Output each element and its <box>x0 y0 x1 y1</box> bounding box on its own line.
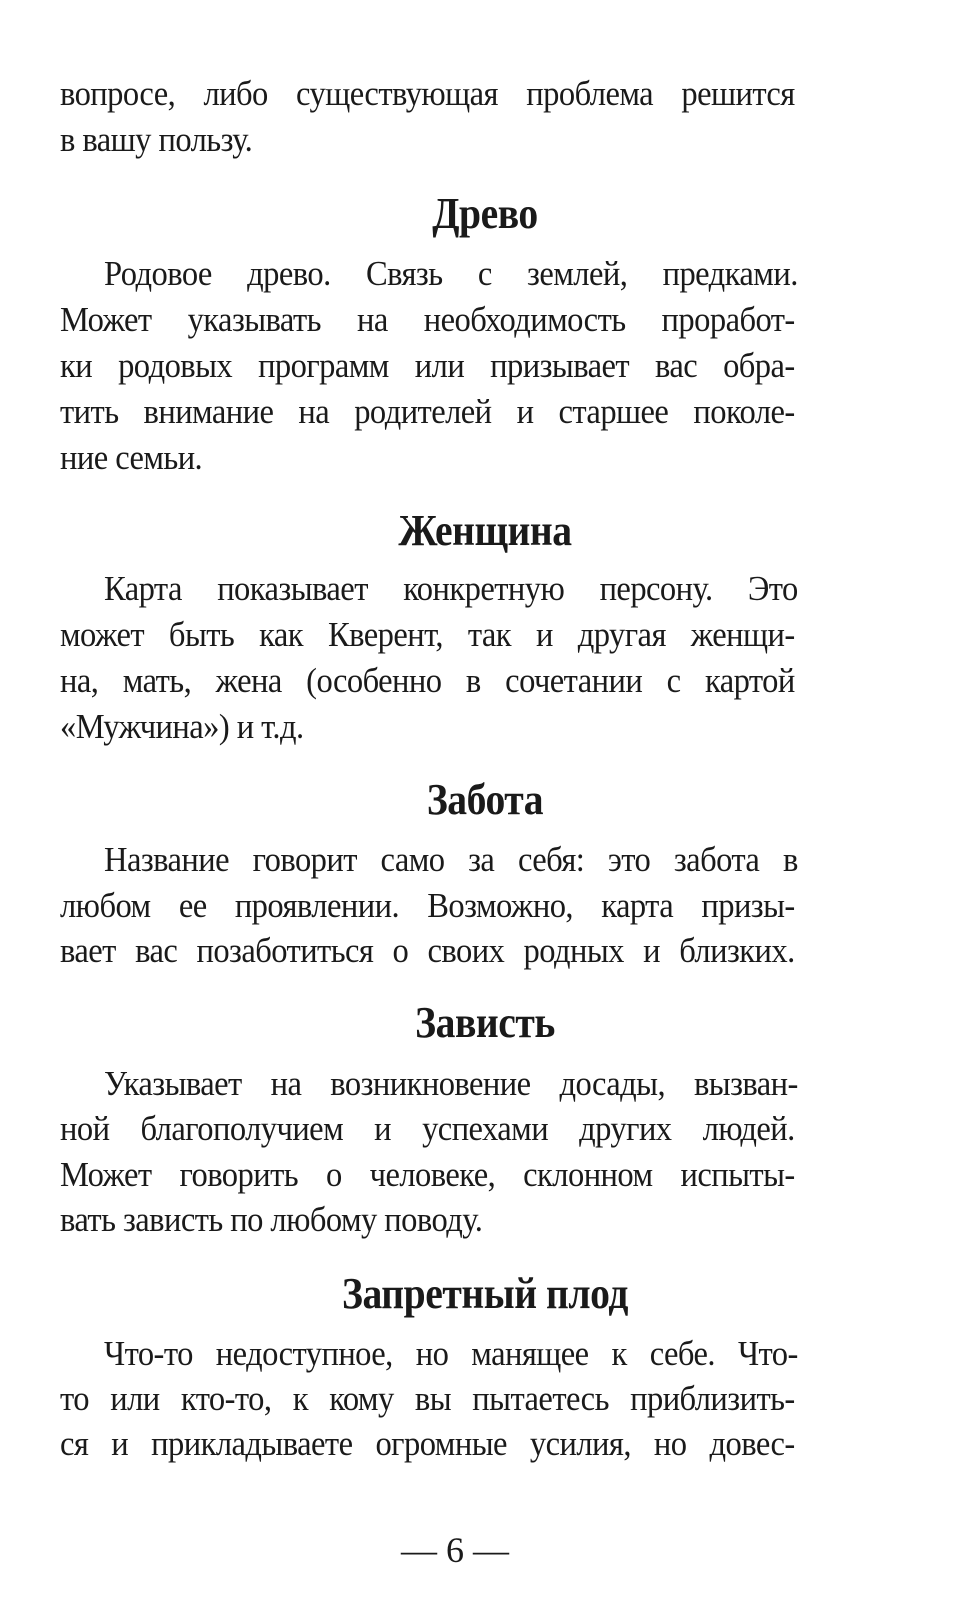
page-number: — 6 — <box>401 1530 509 1570</box>
paragraph-line: ние семьи. <box>60 438 203 477</box>
paragraph-line: Может указывать на необходимость проработ- <box>60 300 795 339</box>
paragraph-line: тить внимание на родителей и старшее поколе- <box>60 392 795 431</box>
paragraph-line: Родовое древо. Связь с землей, предками. <box>104 254 798 293</box>
paragraph-line: Что-то недоступное, но манящее к себе. Что- <box>104 1334 798 1373</box>
section-heading-zapretnyi-plod: Запретный плод <box>342 1269 628 1318</box>
section-heading-zhenshchina: Женщина <box>398 506 572 555</box>
paragraph-line: ной благополучием и успехами других людей. <box>60 1109 795 1148</box>
paragraph-line: любом ее проявлении. Возможно, карта призы- <box>60 886 795 925</box>
paragraph-line: Карта показывает конкретную персону. Это <box>104 569 798 608</box>
paragraph-line: вать зависть по любому поводу. <box>60 1200 483 1239</box>
section-heading-zavist: Зависть <box>415 998 555 1047</box>
paragraph-line: на, мать, жена (особенно в сочетании с картой <box>60 661 795 700</box>
paragraph-line: ся и прикладываете огромные усилия, но довес- <box>60 1424 795 1463</box>
section-heading-zabota: Забота <box>426 775 544 824</box>
paragraph-line: то или кто-то, к кому вы пытаетесь приблизить- <box>60 1379 795 1418</box>
section-heading-drevo: Древо <box>432 189 538 238</box>
intro-line: вопросе, либо существующая проблема решится <box>60 74 795 113</box>
paragraph-line: Указывает на возникновение досады, вызван- <box>104 1064 798 1103</box>
paragraph-line: вает вас позаботиться о своих родных и близких. <box>60 931 795 970</box>
intro-line: в вашу пользу. <box>60 120 253 159</box>
paragraph-line: «Мужчина») и т.д. <box>60 707 304 746</box>
paragraph-line: ки родовых программ или призывает вас обра- <box>60 346 795 385</box>
paragraph-line: может быть как Кверент, так и другая женщи- <box>60 615 795 654</box>
paragraph-line: Название говорит само за себя: это забота в <box>104 840 798 879</box>
paragraph-line: Может говорить о человеке, склонном испыты- <box>60 1155 795 1194</box>
